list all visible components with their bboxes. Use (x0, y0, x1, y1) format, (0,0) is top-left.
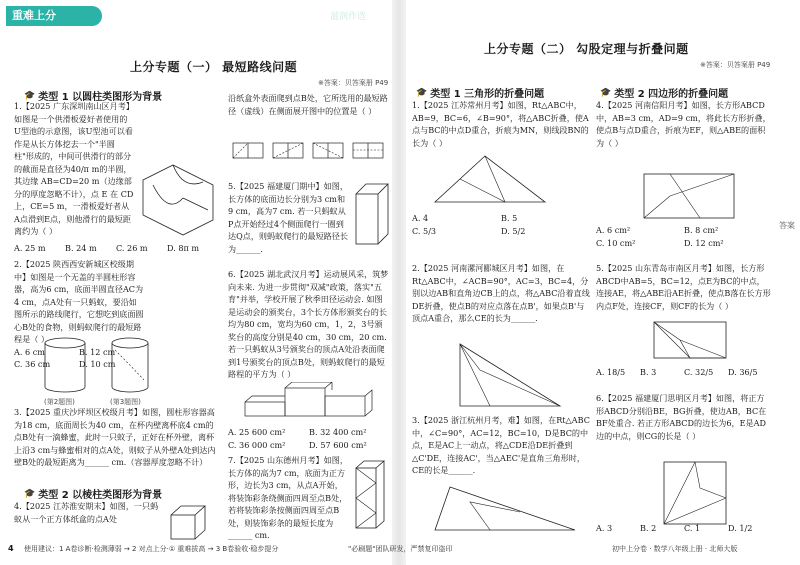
right-column-a1 (412, 212, 590, 237)
option: C. 26 m (116, 242, 148, 253)
page-gutter (392, 0, 406, 565)
option: D. 36/5 (728, 367, 758, 377)
left-column-b (228, 92, 390, 117)
right-question-3: 3.【2025 浙江杭州月考，难】如图，在Rt△ABC中，∠C=90°，AC=12，BC=10，D是BC的中点，E是AC上一动点，将△CDE沿DE折叠到△C'DE，连接AC'，当△AEC'是直角三角形时，CE的长是______. (412, 415, 590, 475)
rectangle-fold-figure-1 (640, 168, 740, 223)
left-answer-ref: ※答案：贝答案册 P49 (318, 79, 389, 87)
option: B. 8 cm² (684, 225, 719, 235)
right-question-5-options (596, 366, 772, 379)
option: A. 25 600 cm² (228, 427, 286, 437)
option: C. 36 cm (14, 359, 51, 369)
section-badge: 重难上分 (6, 6, 102, 26)
option: C. 36 000 cm² (228, 439, 286, 450)
right-type2-heading (600, 85, 728, 100)
option: D. 12 cm² (684, 237, 724, 248)
option: A. 18/5 (596, 367, 626, 377)
right-type1-heading (416, 85, 544, 100)
right-column-a (412, 99, 590, 149)
option: B. 2 (640, 523, 657, 533)
option: C. 1 (684, 523, 701, 533)
right-question-6: 6.【2025 福建厦门思明区月考】如图，将正方形ABCD分别沿BE，BG折叠，使边AB，BC在BF处重合. 若正方形ABCD的边长为6，E是AD边的中点，则CG的长是（ ） (596, 393, 767, 441)
book-title: 初中上分卷 · 数学八年级上册 · 北师大版 (612, 545, 738, 553)
option: A. 4 (412, 213, 429, 223)
left-column-b3 (228, 268, 390, 381)
option: B. 24 m (65, 242, 97, 253)
wrapped-prism-figure (352, 458, 388, 533)
square-fold-figure (660, 458, 730, 528)
right-column-a2 (412, 262, 590, 325)
podium-figure (240, 382, 380, 424)
grad-cap-icon: 🎓 (24, 488, 36, 499)
right-column-a3 (412, 414, 590, 477)
question-2: 2.【2025 陕西西安新城区校级期中】如图是一个无盖的半圆柱形容器，高为6 cm，底面半圆直径AC为4 cm，点A处有一只蚂蚁，要沿如图所示的路线爬行，它想吃到底面圆心B处的食物，则蚂蚁爬行的最短路程是（ ） (14, 259, 144, 344)
grad-cap-icon: 🎓 (600, 87, 612, 98)
triangle-fold-figure-3 (430, 482, 580, 534)
triangle-fold-figure-1 (425, 152, 555, 210)
left-column-b4 (228, 426, 390, 451)
watermark: 滋润作选 (330, 12, 367, 22)
option: D. 57 600 cm² (309, 439, 367, 450)
option: A. 6 cm² (596, 225, 631, 235)
left-column-b2 (228, 180, 350, 255)
question-6-options (228, 426, 390, 451)
right-column-b4 (596, 392, 772, 442)
right-type2-label: 类型 2 四边形的折叠问题 (614, 89, 729, 100)
cylinder-figures (40, 335, 160, 397)
left-column-a3 (14, 500, 164, 525)
question-6: 6.【2025 湖北武汉月考】运动展风采，筑梦向未来. 为进一步贯彻"双减"政策，落实"五育"并举，学校开展了秋季田径运动会. 如图是运动会的颁奖台，3个长方体形颁奖台的长均为80 cm，宽均为60 cm，1，2，3号颁奖台的高度分别是40 cm，30 cm，20 cm. 若一只蚂蚁从3号颁奖台的顶点A处沿表面爬到1号颁奖台的顶点B处，则蚂蚁爬行的最短路程的平方为（ ） (228, 269, 389, 379)
question-5: 5.【2025 福建厦门期中】如图，长方体的底面边长分别为3 cm和9 cm，高为7 cm. 若一只蚂蚁从P点开始经过4个侧面爬行一圈到达Q点，则蚂蚁爬行的最短路径长为______. (228, 181, 348, 254)
u-pool-figure (138, 160, 218, 240)
left-type2-label: 类型 2 以棱柱类图形为背景 (38, 490, 163, 501)
option: D. 8π m (167, 242, 200, 253)
right-question-1-options (412, 212, 590, 237)
option: A. 25 m (14, 242, 46, 253)
option: D. 10 cm (79, 359, 116, 369)
option: C. 10 cm² (596, 237, 636, 248)
left-column-a2 (14, 406, 218, 469)
side-label: 答案 (779, 221, 795, 230)
right-question-4: 4.【2025 河南信阳月考】如图，长方形ABCD中，AB=3 cm，AD=9 cm，将此长方形折叠，使点B与点D重合，折痕为EF，则△ABE的面积为（ ） (596, 100, 771, 148)
right-column-b5 (596, 522, 772, 535)
prism-figure (352, 180, 392, 250)
left-title: 上分专题（一） 最短路线问题 (130, 60, 298, 74)
cube-figure (168, 503, 208, 541)
right-question-4-options (596, 224, 772, 249)
option: B. 5 (501, 213, 518, 223)
option: B. 12 cm (79, 346, 116, 357)
left-type1-label: 类型 1 以圆柱类图形为背景 (38, 92, 163, 103)
question-4: 4.【2025 江苏淮安期末】如图，一只蚂蚁从一个正方体纸盒的点A处 (14, 501, 159, 524)
net-options-figure (228, 138, 390, 176)
option: C. 32/5 (684, 367, 714, 377)
question-4-cont: 沿纸盒外表面爬到点B处，它所选用的最短路径（虚线）在侧面展开图中的位置是（ ） (228, 93, 388, 116)
right-column-b2 (596, 262, 772, 312)
right-column-b3 (596, 366, 772, 379)
rectangle-fold-figure-2 (650, 318, 730, 363)
grad-cap-icon: 🎓 (24, 90, 36, 101)
left-type2-heading (24, 486, 162, 501)
right-column-b (596, 99, 772, 149)
right-question-6-options (596, 522, 772, 535)
grad-cap-icon: 🎓 (416, 87, 428, 98)
right-question-2: 2.【2025 河南漯河郾城区月考】如图，在Rt△ABC中，∠ACB=90°，AC=3，BC=4，分别以边AB和直角边CB上的点，将△ABC沿着直线DE折叠，使点B的对应点落在点B'，如果点B'与顶点A重合，那么CE的长为______. (412, 263, 590, 323)
fig-caption-2: (第2题图) (44, 398, 75, 406)
right-title: 上分专题（二） 勾股定理与折叠问题 (484, 42, 689, 56)
triangle-fold-figure-2 (450, 340, 570, 410)
right-question-1: 1.【2025 江苏常州月考】如图，Rt△ABC中，AB=9，BC=6，∠B=90°，将△ABC折叠，使A点与BC的中点D重合，折痕为MN，则线段BN的长为（ ） (412, 100, 589, 148)
question-7: 7.【2025 山东德州月考】如图，长方体的高为7 cm，底面为正方形，边长为3 cm，从点A开始，将装饰彩条绕侧面四周至点B处，若将装饰彩条按侧面四周至点B处，则装饰彩条的最短长度为______ cm. (228, 455, 348, 540)
option: D. 5/2 (501, 225, 526, 236)
right-column-b1 (596, 224, 772, 249)
fig-caption-3: (第3题图) (110, 398, 141, 406)
option: B. 32 400 cm² (309, 427, 367, 437)
option: C. 5/3 (412, 225, 437, 236)
right-answer-ref: ※答案：贝答案册 P49 (700, 61, 771, 69)
option: A. 3 (596, 523, 613, 533)
question-1: 1.【2025 广东深圳南山区月考】如图是一个供滑板爱好者使用的U型池的示意图，该U型池可以看作是从长方体挖去一个"半圆柱"形成的，中间可供滑行的部分的截面是直径为40/π m的半圆，其边缘 AB=CD=20 m（边缘部分的厚度忽略不计），点 E 在 CD 上，CE=5 m，一滑板爱好者从A点滑到E点，则他滑行的最短距离约为（ ） (14, 101, 134, 236)
option: A. 6 cm (14, 346, 45, 357)
question-3: 3.【2025 重庆沙坪坝区校级月考】如图，圆柱形容器高为18 cm，底面周长为40 cm，在杯内壁离杯底4 cm的点B处有一滴蜂蜜，此时一只蚊子，正好在杯外壁，离杯上沿3 cm与蜂蜜相对的点A处，则蚊子从外壁A处到达内壁B处的最短距离为______ cm.（容器厚度忽略不计） (14, 407, 216, 467)
option: B. 3 (640, 367, 657, 377)
question-1-options (14, 242, 218, 255)
right-type1-label: 类型 1 三角形的折叠问题 (430, 89, 545, 100)
right-question-5: 5.【2025 山东青岛市南区月考】如图，长方形ABCD中AB=5，BC=12，点E为BC的中点，连接AE，将△ABE沿AE折叠，使点B落在长方形内点F处，连接CF，则CF的长为（ ） (596, 263, 771, 311)
left-column-b5 (228, 454, 350, 542)
left-page-number: 4 (8, 544, 14, 553)
option: D. 1/2 (728, 523, 753, 533)
copyright-note: "必刷题"团队研发，严禁复印盗印 (348, 545, 453, 553)
usage-tip: 使用建议：1 A卷诊断·检测薄弱 → 2 对点上分·① 重难拔高 → 3 B卷验收·稳步提分 (24, 545, 279, 553)
